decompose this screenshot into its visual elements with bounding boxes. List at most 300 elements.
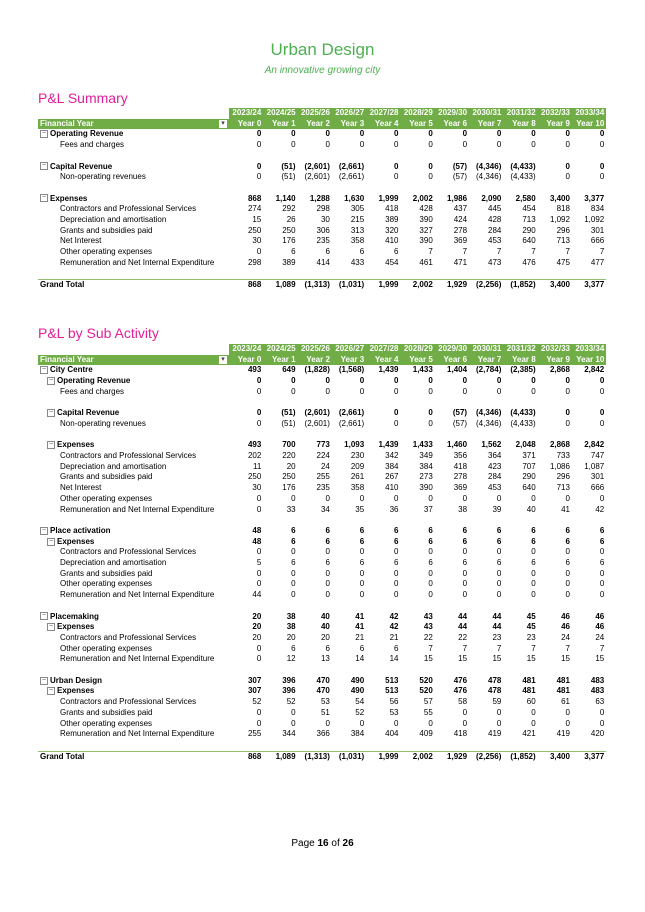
table-row: [38, 129, 606, 140]
value-cell: 6: [359, 247, 365, 257]
value-cell: 868: [229, 280, 263, 291]
table-row: [38, 708, 606, 719]
header-year-cell: 2033/34: [572, 108, 606, 119]
value-cell: 274: [247, 204, 262, 214]
table-row: [38, 590, 606, 601]
value-cell: 0: [599, 707, 605, 717]
value-cell: 12: [286, 654, 296, 664]
value-cell: 0: [325, 376, 330, 386]
value-cell: 0: [462, 590, 468, 600]
value-cell: 0: [565, 590, 570, 600]
value-cell: 437: [453, 204, 468, 214]
value-cell: 6: [359, 558, 365, 568]
value-cell: 41: [355, 622, 365, 632]
value-cell: 0: [428, 579, 433, 589]
table-row: [38, 676, 606, 687]
value-cell: 0: [256, 654, 262, 664]
value-cell: 6: [599, 525, 605, 535]
value-cell: 15: [458, 654, 468, 664]
row-label: Grants and subsidies paid: [60, 225, 153, 235]
value-cell: 6: [531, 558, 536, 568]
value-cell: 0: [496, 386, 502, 396]
row-label: Other operating expenses: [60, 643, 153, 653]
value-cell: 0: [394, 376, 399, 386]
value-cell: (4,346): [476, 408, 502, 418]
value-cell: 46: [595, 622, 605, 632]
header-blank-cell: [38, 344, 229, 355]
row-label-cell: [38, 280, 229, 291]
value-cell: 250: [247, 472, 262, 482]
value-cell: 0: [359, 590, 365, 600]
row-label-cell: [38, 590, 229, 601]
value-cell: 0: [599, 547, 605, 557]
value-cell: 0: [496, 707, 502, 717]
value-cell: (2,601): [304, 418, 330, 428]
row-label: Fees and charges: [60, 140, 125, 150]
value-cell: 24: [595, 632, 605, 642]
value-cell: 366: [316, 729, 330, 739]
value-cell: 0: [394, 547, 399, 557]
value-cell: 0: [291, 568, 296, 578]
financial-year-header: [38, 355, 229, 366]
value-cell: 7: [531, 247, 536, 257]
table-row: [38, 494, 606, 505]
value-cell: 54: [355, 697, 365, 707]
row-label-cell: [38, 558, 229, 569]
value-cell: 1,999: [366, 280, 400, 291]
value-cell: 15: [561, 654, 570, 664]
value-cell: (2,601): [304, 161, 330, 171]
value-cell: 0: [325, 129, 330, 139]
header-year-label-cell: Year 5: [400, 355, 434, 366]
value-cell: 0: [462, 547, 468, 557]
value-cell: 0: [565, 172, 570, 182]
value-cell: 0: [394, 590, 399, 600]
value-cell: 284: [488, 472, 502, 482]
value-cell: 868: [247, 193, 262, 203]
value-cell: 0: [496, 376, 502, 386]
row-label-cell: [38, 729, 229, 740]
value-cell: 7: [496, 643, 502, 653]
row-label: Remuneration and Net Internal Expenditure: [60, 654, 215, 664]
value-cell: 6: [462, 525, 468, 535]
value-cell: 3,377: [572, 751, 606, 762]
row-label-cell: [38, 258, 229, 269]
table-row: [38, 537, 606, 548]
value-cell: 470: [316, 686, 330, 696]
value-cell: 0: [256, 568, 262, 578]
value-cell: 0: [291, 129, 296, 139]
value-cell: 0: [496, 590, 502, 600]
value-cell: 224: [316, 451, 330, 460]
value-cell: 356: [453, 451, 468, 460]
row-label-cell: [38, 247, 229, 258]
spacer-row: [38, 151, 606, 162]
header-blank-cell: [38, 108, 229, 119]
collapse-toggle-icon[interactable]: −: [48, 377, 54, 384]
value-cell: 0: [325, 140, 330, 150]
value-cell: 6: [394, 525, 399, 535]
value-cell: 290: [522, 472, 536, 482]
value-cell: 0: [496, 129, 502, 139]
value-cell: 1,999: [378, 193, 399, 203]
value-cell: 461: [419, 257, 433, 267]
value-cell: 666: [590, 236, 605, 246]
value-cell: 298: [247, 257, 262, 267]
row-label: Fees and charges: [60, 386, 125, 396]
collapse-toggle-icon[interactable]: −: [48, 623, 54, 631]
value-cell: 1,089: [263, 751, 297, 762]
value-cell: 255: [316, 472, 330, 482]
value-cell: 0: [428, 590, 433, 600]
value-cell: 0: [531, 493, 536, 503]
row-label-cell: [38, 215, 229, 226]
value-cell: 0: [256, 493, 262, 503]
value-cell: 63: [595, 697, 605, 707]
row-label: Contractors and Professional Services: [60, 451, 197, 460]
row-label: Contractors and Professional Services: [60, 697, 197, 707]
value-cell: 481: [556, 675, 570, 685]
value-cell: 0: [496, 547, 502, 557]
value-cell: 513: [385, 675, 399, 685]
collapse-toggle-icon[interactable]: −: [41, 676, 47, 684]
row-label: City Centre: [50, 365, 93, 375]
value-cell: 20: [252, 611, 262, 621]
value-cell: 0: [599, 590, 605, 600]
value-cell: 490: [350, 686, 365, 696]
value-cell: 0: [599, 568, 605, 578]
value-cell: 471: [453, 257, 468, 267]
table-row: [38, 194, 606, 205]
row-label: Grants and subsidies paid: [60, 568, 153, 578]
value-cell: 22: [423, 632, 433, 642]
table-row: [38, 236, 606, 247]
value-cell: 7: [462, 247, 468, 257]
value-cell: 0: [359, 129, 365, 139]
value-cell: 0: [256, 386, 262, 396]
value-cell: 35: [355, 504, 365, 514]
value-cell: 0: [359, 579, 365, 589]
row-label: Other operating expenses: [60, 718, 153, 728]
value-cell: 298: [316, 204, 330, 214]
value-cell: 0: [394, 129, 399, 139]
value-cell: 209: [350, 461, 365, 471]
value-cell: (2,385): [510, 365, 536, 375]
value-cell: 3,400: [538, 751, 572, 762]
value-cell: 30: [252, 236, 262, 246]
value-cell: (1,313): [298, 751, 332, 762]
row-label-cell: [38, 579, 229, 590]
value-cell: 0: [256, 418, 262, 428]
collapse-toggle-icon[interactable]: −: [41, 162, 47, 170]
collapse-toggle-icon[interactable]: −: [48, 537, 54, 545]
value-cell: 15: [526, 654, 536, 664]
header-year-label-cell: Year 8: [503, 119, 537, 130]
collapse-toggle-icon[interactable]: −: [48, 441, 54, 449]
value-cell: 0: [428, 129, 433, 139]
value-cell: 0: [359, 493, 365, 503]
value-cell: 0: [359, 568, 365, 578]
value-cell: 707: [522, 461, 536, 471]
value-cell: (4,346): [476, 161, 502, 171]
table-row: [38, 226, 606, 237]
value-cell: 250: [247, 225, 262, 235]
value-cell: (57): [452, 161, 468, 171]
table-row: [38, 258, 606, 269]
value-cell: 0: [291, 547, 296, 557]
value-cell: 428: [419, 204, 433, 214]
collapse-toggle-icon[interactable]: −: [41, 194, 47, 202]
row-label: Grand Total: [40, 751, 85, 761]
value-cell: 6: [359, 536, 365, 546]
value-cell: 6: [565, 536, 570, 546]
header-year-label-cell: Year 8: [503, 355, 537, 366]
value-cell: (4,433): [510, 172, 536, 182]
header-year-cell: 2033/34: [572, 344, 606, 355]
table-row: [38, 462, 606, 473]
header-labels-row: [38, 355, 606, 366]
value-cell: 6: [394, 536, 399, 546]
value-cell: 23: [492, 632, 502, 642]
header-year-label-cell: Year 6: [435, 119, 469, 130]
value-cell: 40: [526, 504, 536, 514]
value-cell: 0: [291, 386, 296, 396]
value-cell: (2,661): [338, 418, 365, 428]
collapse-toggle-icon[interactable]: −: [41, 366, 47, 374]
value-cell: 40: [320, 622, 330, 632]
filter-dropdown-icon[interactable]: ▾: [219, 120, 227, 128]
value-cell: 3,400: [549, 193, 570, 203]
header-year-cell: 2024/25: [263, 344, 297, 355]
page-title: Urban Design: [270, 40, 375, 59]
value-cell: (51): [281, 408, 296, 418]
row-label: Expenses: [57, 622, 95, 632]
value-cell: 0: [359, 547, 365, 557]
value-cell: 215: [350, 215, 365, 224]
row-label: Expenses: [57, 440, 95, 450]
value-cell: 6: [599, 536, 605, 546]
value-cell: 2,002: [400, 280, 434, 291]
footer-page-prefix: Page: [291, 838, 315, 849]
value-cell: 2,048: [515, 440, 536, 450]
value-cell: 0: [462, 140, 468, 150]
value-cell: (4,433): [510, 161, 536, 171]
value-cell: 6: [291, 536, 296, 546]
value-cell: 1,630: [344, 193, 365, 203]
value-cell: 7: [496, 247, 502, 257]
collapse-toggle-icon[interactable]: −: [41, 130, 47, 138]
value-cell: 369: [453, 236, 468, 246]
value-cell: 419: [556, 729, 570, 739]
value-cell: 0: [256, 718, 262, 728]
spacer-row: [38, 183, 606, 194]
row-label: Expenses: [57, 536, 95, 546]
value-cell: 713: [556, 483, 570, 493]
value-cell: 13: [320, 654, 330, 664]
value-cell: 273: [419, 472, 433, 482]
value-cell: 0: [599, 161, 605, 171]
spacer-row: [38, 515, 606, 526]
value-cell: 20: [286, 632, 296, 642]
header-year-cell: 2025/26: [298, 108, 332, 119]
table-row: [38, 644, 606, 655]
value-cell: 344: [282, 729, 296, 739]
value-cell: 48: [252, 536, 262, 546]
value-cell: 649: [282, 365, 296, 375]
value-cell: 0: [565, 493, 570, 503]
value-cell: 57: [423, 697, 433, 707]
row-label-cell: [38, 686, 229, 697]
collapse-toggle-icon[interactable]: −: [41, 526, 47, 534]
pl-by-sub-activity-table: [38, 344, 606, 762]
spacer-row: [38, 430, 606, 441]
value-cell: 666: [590, 483, 605, 493]
row-label-cell: [38, 622, 229, 633]
value-cell: 0: [291, 579, 296, 589]
row-label-cell: [38, 526, 229, 537]
value-cell: 30: [252, 483, 262, 493]
value-cell: 433: [350, 257, 365, 267]
value-cell: (2,256): [469, 751, 503, 762]
value-cell: 0: [256, 129, 262, 139]
value-cell: 493: [247, 365, 262, 375]
row-label-cell: [38, 708, 229, 719]
value-cell: 0: [565, 568, 570, 578]
value-cell: 0: [325, 493, 330, 503]
value-cell: 7: [565, 643, 570, 653]
row-label-cell: [38, 129, 229, 140]
value-cell: 0: [291, 707, 296, 717]
header-year-cell: 2024/25: [263, 108, 297, 119]
value-cell: 6: [531, 525, 536, 535]
value-cell: 1,999: [366, 751, 400, 762]
table-row: [38, 451, 606, 462]
value-cell: 34: [320, 504, 330, 514]
header-year-cell: 2032/33: [538, 108, 572, 119]
value-cell: 3,377: [572, 280, 606, 291]
value-cell: 176: [282, 483, 296, 493]
value-cell: 59: [492, 697, 502, 707]
value-cell: 176: [282, 236, 296, 246]
row-label: Urban Design: [50, 675, 103, 685]
value-cell: 349: [419, 451, 433, 460]
table-row: [38, 633, 606, 644]
value-cell: 0: [291, 140, 296, 150]
value-cell: 418: [385, 204, 399, 214]
value-cell: 773: [316, 440, 330, 450]
value-cell: 470: [316, 675, 330, 685]
value-cell: 0: [531, 140, 536, 150]
value-cell: 320: [385, 225, 399, 235]
value-cell: 478: [488, 675, 502, 685]
value-cell: 58: [458, 697, 468, 707]
value-cell: 0: [394, 579, 399, 589]
value-cell: 0: [256, 547, 262, 557]
value-cell: (2,601): [304, 172, 330, 182]
header-year-label-cell: Year 10: [572, 355, 606, 366]
value-cell: 0: [531, 129, 536, 139]
value-cell: 21: [355, 632, 365, 642]
footer-of: of: [331, 838, 340, 849]
value-cell: 424: [453, 215, 468, 224]
value-cell: 476: [522, 257, 536, 267]
value-cell: (1,031): [332, 751, 366, 762]
value-cell: 476: [453, 675, 468, 685]
value-cell: (1,828): [304, 365, 330, 375]
value-cell: (2,256): [469, 280, 503, 291]
value-cell: 0: [428, 140, 433, 150]
value-cell: 45: [526, 622, 536, 632]
value-cell: 327: [419, 225, 433, 235]
value-cell: 36: [389, 504, 399, 514]
value-cell: 20: [252, 632, 262, 642]
value-cell: 418: [453, 461, 468, 471]
financial-year-label: Financial Year: [40, 118, 94, 128]
value-cell: 55: [423, 707, 433, 717]
pl-summary-table: [38, 108, 606, 291]
value-cell: 7: [462, 643, 468, 653]
value-cell: 0: [496, 140, 502, 150]
value-cell: 2,842: [584, 365, 605, 375]
value-cell: 418: [453, 729, 468, 739]
value-cell: 0: [599, 579, 605, 589]
header-year-label-cell: Year 0: [229, 355, 263, 366]
value-cell: (2,661): [338, 408, 365, 418]
value-cell: 53: [389, 707, 399, 717]
value-cell: 0: [256, 579, 262, 589]
header-year-label-cell: Year 0: [229, 119, 263, 130]
value-cell: 476: [453, 686, 468, 696]
header-year-label-cell: Year 9: [538, 119, 572, 130]
value-cell: 0: [428, 172, 433, 182]
value-cell: 7: [599, 643, 605, 653]
value-cell: 0: [359, 718, 365, 728]
grand-total-row: [38, 751, 606, 762]
spacer-row: [38, 665, 606, 676]
value-cell: 0: [565, 408, 570, 418]
value-cell: 2,002: [412, 193, 433, 203]
value-cell: 46: [595, 611, 605, 621]
row-label-cell: [38, 140, 229, 151]
value-cell: 1,433: [412, 365, 433, 375]
value-cell: 481: [522, 675, 536, 685]
row-label: Grand Total: [40, 280, 85, 290]
value-cell: 1,460: [447, 440, 468, 450]
value-cell: 30: [320, 215, 330, 224]
collapse-toggle-icon[interactable]: −: [41, 612, 47, 620]
value-cell: 38: [286, 611, 296, 621]
value-cell: 733: [556, 451, 570, 460]
value-cell: 24: [561, 632, 570, 642]
filter-dropdown-icon[interactable]: ▾: [219, 356, 227, 364]
value-cell: 371: [522, 451, 536, 460]
collapse-toggle-icon[interactable]: −: [48, 409, 54, 417]
value-cell: 0: [462, 579, 468, 589]
value-cell: 0: [462, 129, 468, 139]
value-cell: 475: [556, 257, 570, 267]
value-cell: 6: [496, 536, 502, 546]
value-cell: 292: [282, 204, 296, 214]
value-cell: 0: [394, 386, 399, 396]
value-cell: 0: [291, 493, 296, 503]
value-cell: (2,661): [338, 161, 365, 171]
value-cell: 52: [286, 697, 296, 707]
value-cell: 6: [428, 536, 433, 546]
value-cell: 1,288: [309, 193, 330, 203]
value-cell: 1,140: [275, 193, 296, 203]
collapse-toggle-icon[interactable]: −: [48, 687, 54, 695]
table-row: [38, 387, 606, 398]
